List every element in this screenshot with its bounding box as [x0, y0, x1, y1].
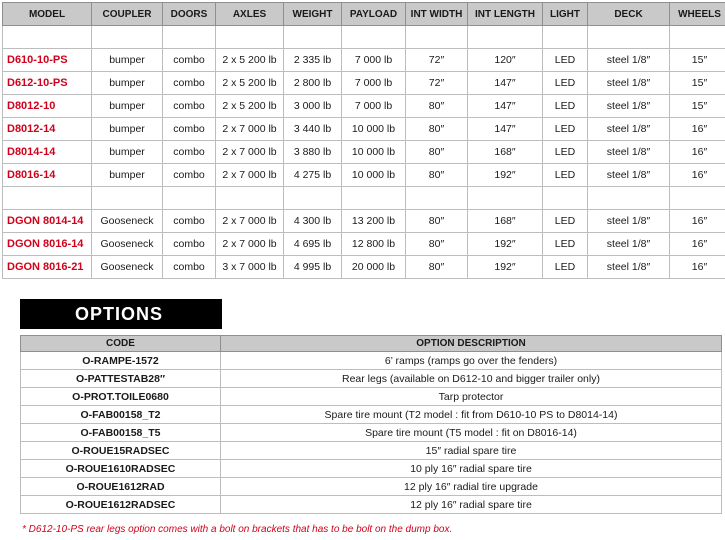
table-cell: LED [543, 256, 588, 279]
table-cell: combo [163, 141, 216, 164]
table-cell: 16″ [670, 210, 725, 233]
option-code: O-PROT.TOILE0680 [21, 388, 221, 406]
column-header: LIGHT [543, 3, 588, 26]
empty-cell [468, 26, 543, 49]
options-title: OPTIONS [20, 299, 222, 329]
option-code: O-FAB00158_T5 [21, 424, 221, 442]
option-description: 6’ ramps (ramps go over the fenders) [221, 352, 722, 370]
table-cell: bumper [92, 49, 163, 72]
option-code: O-ROUE15RADSEC [21, 442, 221, 460]
table-cell: LED [543, 118, 588, 141]
model-cell: D8012-14 [3, 118, 92, 141]
column-header: OPTION DESCRIPTION [221, 336, 722, 352]
column-header: WHEELS [670, 3, 725, 26]
table-cell: bumper [92, 95, 163, 118]
table-row [3, 164, 725, 187]
table-cell: 3 440 lb [284, 118, 342, 141]
table-cell: combo [163, 164, 216, 187]
table-cell: combo [163, 95, 216, 118]
empty-cell [543, 187, 588, 210]
empty-cell [92, 26, 163, 49]
table-cell: steel 1/8″ [588, 49, 670, 72]
table-cell: 120″ [468, 49, 543, 72]
empty-cell [284, 187, 342, 210]
table-row [3, 210, 725, 233]
table-cell: combo [163, 256, 216, 279]
empty-cell [92, 187, 163, 210]
table-cell: 2 335 lb [284, 49, 342, 72]
model-cell: DGON 8016-14 [3, 233, 92, 256]
table-cell: 7 000 lb [342, 49, 406, 72]
table-row [21, 406, 722, 424]
option-code: O-PATTESTAB28″ [21, 370, 221, 388]
table-cell: steel 1/8″ [588, 256, 670, 279]
table-row [3, 118, 725, 141]
empty-cell [588, 187, 670, 210]
column-header: DOORS [163, 3, 216, 26]
options-body [21, 352, 722, 514]
column-header: WEIGHT [284, 3, 342, 26]
table-cell: 16″ [670, 164, 725, 187]
table-cell: 147″ [468, 72, 543, 95]
empty-cell [163, 26, 216, 49]
empty-cell [342, 26, 406, 49]
table-cell: LED [543, 233, 588, 256]
model-cell: D8012-10 [3, 95, 92, 118]
empty-cell [543, 26, 588, 49]
table-cell: 80″ [406, 256, 468, 279]
option-description: 10 ply 16″ radial spare tire [221, 460, 722, 478]
empty-cell [670, 26, 725, 49]
table-cell: 2 x 7 000 lb [216, 210, 284, 233]
column-header: CODE [21, 336, 221, 352]
table-cell: LED [543, 95, 588, 118]
empty-cell [342, 187, 406, 210]
table-cell: 72″ [406, 49, 468, 72]
empty-cell [3, 26, 92, 49]
table-row [3, 72, 725, 95]
table-cell: Gooseneck [92, 256, 163, 279]
spacer-row [3, 26, 725, 49]
column-header: PAYLOAD [342, 3, 406, 26]
table-cell: 2 x 7 000 lb [216, 164, 284, 187]
table-cell: 16″ [670, 233, 725, 256]
table-cell: 192″ [468, 164, 543, 187]
table-cell: 10 000 lb [342, 118, 406, 141]
table-cell: 15″ [670, 95, 725, 118]
table-cell: 192″ [468, 233, 543, 256]
option-description: 12 ply 16″ radial spare tire [221, 496, 722, 514]
table-cell: combo [163, 49, 216, 72]
table-cell: steel 1/8″ [588, 164, 670, 187]
table-cell: 80″ [406, 210, 468, 233]
table-cell: LED [543, 164, 588, 187]
table-cell: 3 x 7 000 lb [216, 256, 284, 279]
spacer-row [3, 187, 725, 210]
option-description: 12 ply 16″ radial tire upgrade [221, 478, 722, 496]
table-cell: 4 275 lb [284, 164, 342, 187]
model-cell: D8014-14 [3, 141, 92, 164]
table-cell: bumper [92, 72, 163, 95]
table-cell: steel 1/8″ [588, 72, 670, 95]
empty-cell [406, 26, 468, 49]
model-cell: D8016-14 [3, 164, 92, 187]
column-header: INT LENGTH [468, 3, 543, 26]
option-description: Tarp protector [221, 388, 722, 406]
option-code: O-FAB00158_T2 [21, 406, 221, 424]
option-code: O-ROUE1612RADSEC [21, 496, 221, 514]
table-row [3, 49, 725, 72]
table-cell: 10 000 lb [342, 164, 406, 187]
table-row [21, 478, 722, 496]
table-cell: 2 800 lb [284, 72, 342, 95]
table-cell: 80″ [406, 164, 468, 187]
table-row [21, 496, 722, 514]
table-cell: 16″ [670, 118, 725, 141]
table-row [21, 388, 722, 406]
table-cell: steel 1/8″ [588, 141, 670, 164]
table-cell: 2 x 7 000 lb [216, 141, 284, 164]
table-row [21, 442, 722, 460]
table-cell: bumper [92, 118, 163, 141]
specs-body [3, 26, 725, 279]
empty-cell [406, 187, 468, 210]
option-code: O-RAMPE-1572 [21, 352, 221, 370]
empty-cell [163, 187, 216, 210]
table-cell: 13 200 lb [342, 210, 406, 233]
table-cell: 15″ [670, 72, 725, 95]
table-cell: 7 000 lb [342, 72, 406, 95]
table-cell: steel 1/8″ [588, 210, 670, 233]
table-cell: 2 x 5 200 lb [216, 95, 284, 118]
table-cell: 4 995 lb [284, 256, 342, 279]
table-cell: bumper [92, 141, 163, 164]
table-row [3, 233, 725, 256]
table-cell: 2 x 7 000 lb [216, 118, 284, 141]
options-header-row [21, 336, 722, 352]
column-header: AXLES [216, 3, 284, 26]
table-cell: 147″ [468, 118, 543, 141]
column-header: DECK [588, 3, 670, 26]
table-cell: Gooseneck [92, 233, 163, 256]
column-header: INT WIDTH [406, 3, 468, 26]
table-row [3, 256, 725, 279]
table-cell: 2 x 5 200 lb [216, 49, 284, 72]
table-cell: 3 000 lb [284, 95, 342, 118]
specs-header-row [3, 3, 725, 26]
option-description: Spare tire mount (T2 model : fit from D610-10 PS to D8014-14) [221, 406, 722, 424]
table-cell: steel 1/8″ [588, 95, 670, 118]
footnote: * D612-10-PS rear legs option comes with a bolt on brackets that has to be bolt on the dump box. [22, 524, 453, 535]
table-cell: combo [163, 210, 216, 233]
table-cell: combo [163, 72, 216, 95]
table-cell: bumper [92, 164, 163, 187]
table-cell: 10 000 lb [342, 141, 406, 164]
table-cell: 12 800 lb [342, 233, 406, 256]
table-cell: 3 880 lb [284, 141, 342, 164]
table-cell: 192″ [468, 256, 543, 279]
specs-table [2, 2, 725, 279]
table-cell: 16″ [670, 141, 725, 164]
table-cell: steel 1/8″ [588, 118, 670, 141]
table-cell: 2 x 7 000 lb [216, 233, 284, 256]
table-cell: 72″ [406, 72, 468, 95]
empty-cell [468, 187, 543, 210]
table-cell: 20 000 lb [342, 256, 406, 279]
table-cell: LED [543, 141, 588, 164]
option-description: Rear legs (available on D612-10 and bigger trailer only) [221, 370, 722, 388]
option-description: Spare tire mount (T5 model : fit on D8016-14) [221, 424, 722, 442]
table-cell: 2 x 5 200 lb [216, 72, 284, 95]
table-row [21, 370, 722, 388]
table-row [3, 95, 725, 118]
model-cell: DGON 8014-14 [3, 210, 92, 233]
table-cell: LED [543, 210, 588, 233]
table-cell: 4 695 lb [284, 233, 342, 256]
table-cell: 80″ [406, 141, 468, 164]
table-cell: 168″ [468, 210, 543, 233]
table-cell: LED [543, 72, 588, 95]
empty-cell [3, 187, 92, 210]
table-cell: 80″ [406, 233, 468, 256]
empty-cell [284, 26, 342, 49]
table-row [21, 424, 722, 442]
option-code: O-ROUE1610RADSEC [21, 460, 221, 478]
option-description: 15″ radial spare tire [221, 442, 722, 460]
model-cell: D610-10-PS [3, 49, 92, 72]
table-cell: steel 1/8″ [588, 233, 670, 256]
option-code: O-ROUE1612RAD [21, 478, 221, 496]
column-header: COUPLER [92, 3, 163, 26]
table-cell: combo [163, 233, 216, 256]
table-row [3, 141, 725, 164]
model-cell: DGON 8016-21 [3, 256, 92, 279]
table-cell: 16″ [670, 256, 725, 279]
table-cell: 7 000 lb [342, 95, 406, 118]
options-table [20, 335, 722, 514]
table-cell: 80″ [406, 95, 468, 118]
table-row [21, 352, 722, 370]
empty-cell [670, 187, 725, 210]
model-cell: D612-10-PS [3, 72, 92, 95]
table-cell: 4 300 lb [284, 210, 342, 233]
table-cell: 147″ [468, 95, 543, 118]
column-header: MODEL [3, 3, 92, 26]
table-cell: Gooseneck [92, 210, 163, 233]
table-cell: 168″ [468, 141, 543, 164]
table-cell: 15″ [670, 49, 725, 72]
table-cell: combo [163, 118, 216, 141]
table-cell: LED [543, 49, 588, 72]
empty-cell [588, 26, 670, 49]
empty-cell [216, 187, 284, 210]
empty-cell [216, 26, 284, 49]
table-row [21, 460, 722, 478]
table-cell: 80″ [406, 118, 468, 141]
